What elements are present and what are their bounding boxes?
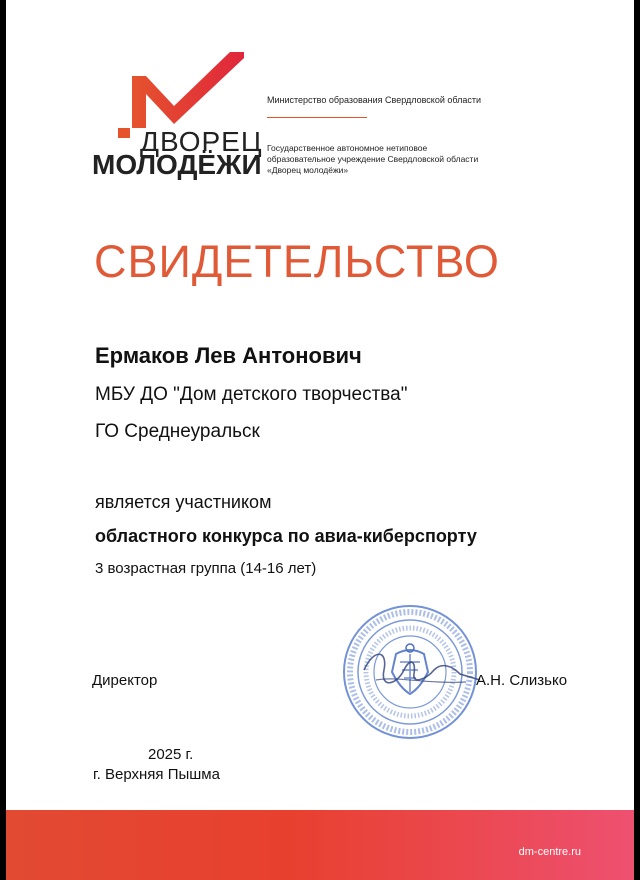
logo	[88, 48, 263, 180]
recipient-municipality: ГО Среднеуральск	[95, 421, 260, 442]
certificate-title: СВИДЕТЕЛЬСТВО	[94, 236, 500, 287]
contest-name: областного конкурса по авиа-киберспорту	[95, 526, 477, 546]
website-link[interactable]: dm-centre.ru	[518, 846, 581, 858]
institution-line: «Дворец молодёжи»	[267, 165, 349, 175]
recipient-name: Ермаков Лев Антонович	[95, 343, 362, 368]
recipient-organization: МБУ ДО "Дом детского творчества"	[95, 384, 408, 405]
header-divider	[267, 117, 367, 118]
certificate-page	[6, 0, 634, 880]
participant-text: является участником	[95, 492, 272, 512]
signer-name: А.Н. Слизько	[476, 672, 568, 689]
footer-band	[6, 810, 634, 880]
institution-line: Государственное автономное нетиповое	[267, 143, 428, 153]
age-group: 3 возрастная группа (14-16 лет)	[95, 560, 317, 577]
issue-year: 2025 г.	[148, 746, 194, 763]
issue-city: г. Верхняя Пышма	[93, 766, 220, 783]
logo-text-line2: МОЛОДЁЖИ	[92, 149, 262, 180]
ministry-name: Министерство образования Свердловской области	[267, 95, 482, 105]
handwritten-signature-icon	[356, 640, 486, 700]
logo-text-line1: ДВОРЕЦ	[140, 126, 263, 157]
director-title: Директор	[92, 672, 158, 689]
institution-line: образовательное учреждение Свердловской области	[267, 154, 479, 164]
institution-name	[267, 143, 527, 176]
